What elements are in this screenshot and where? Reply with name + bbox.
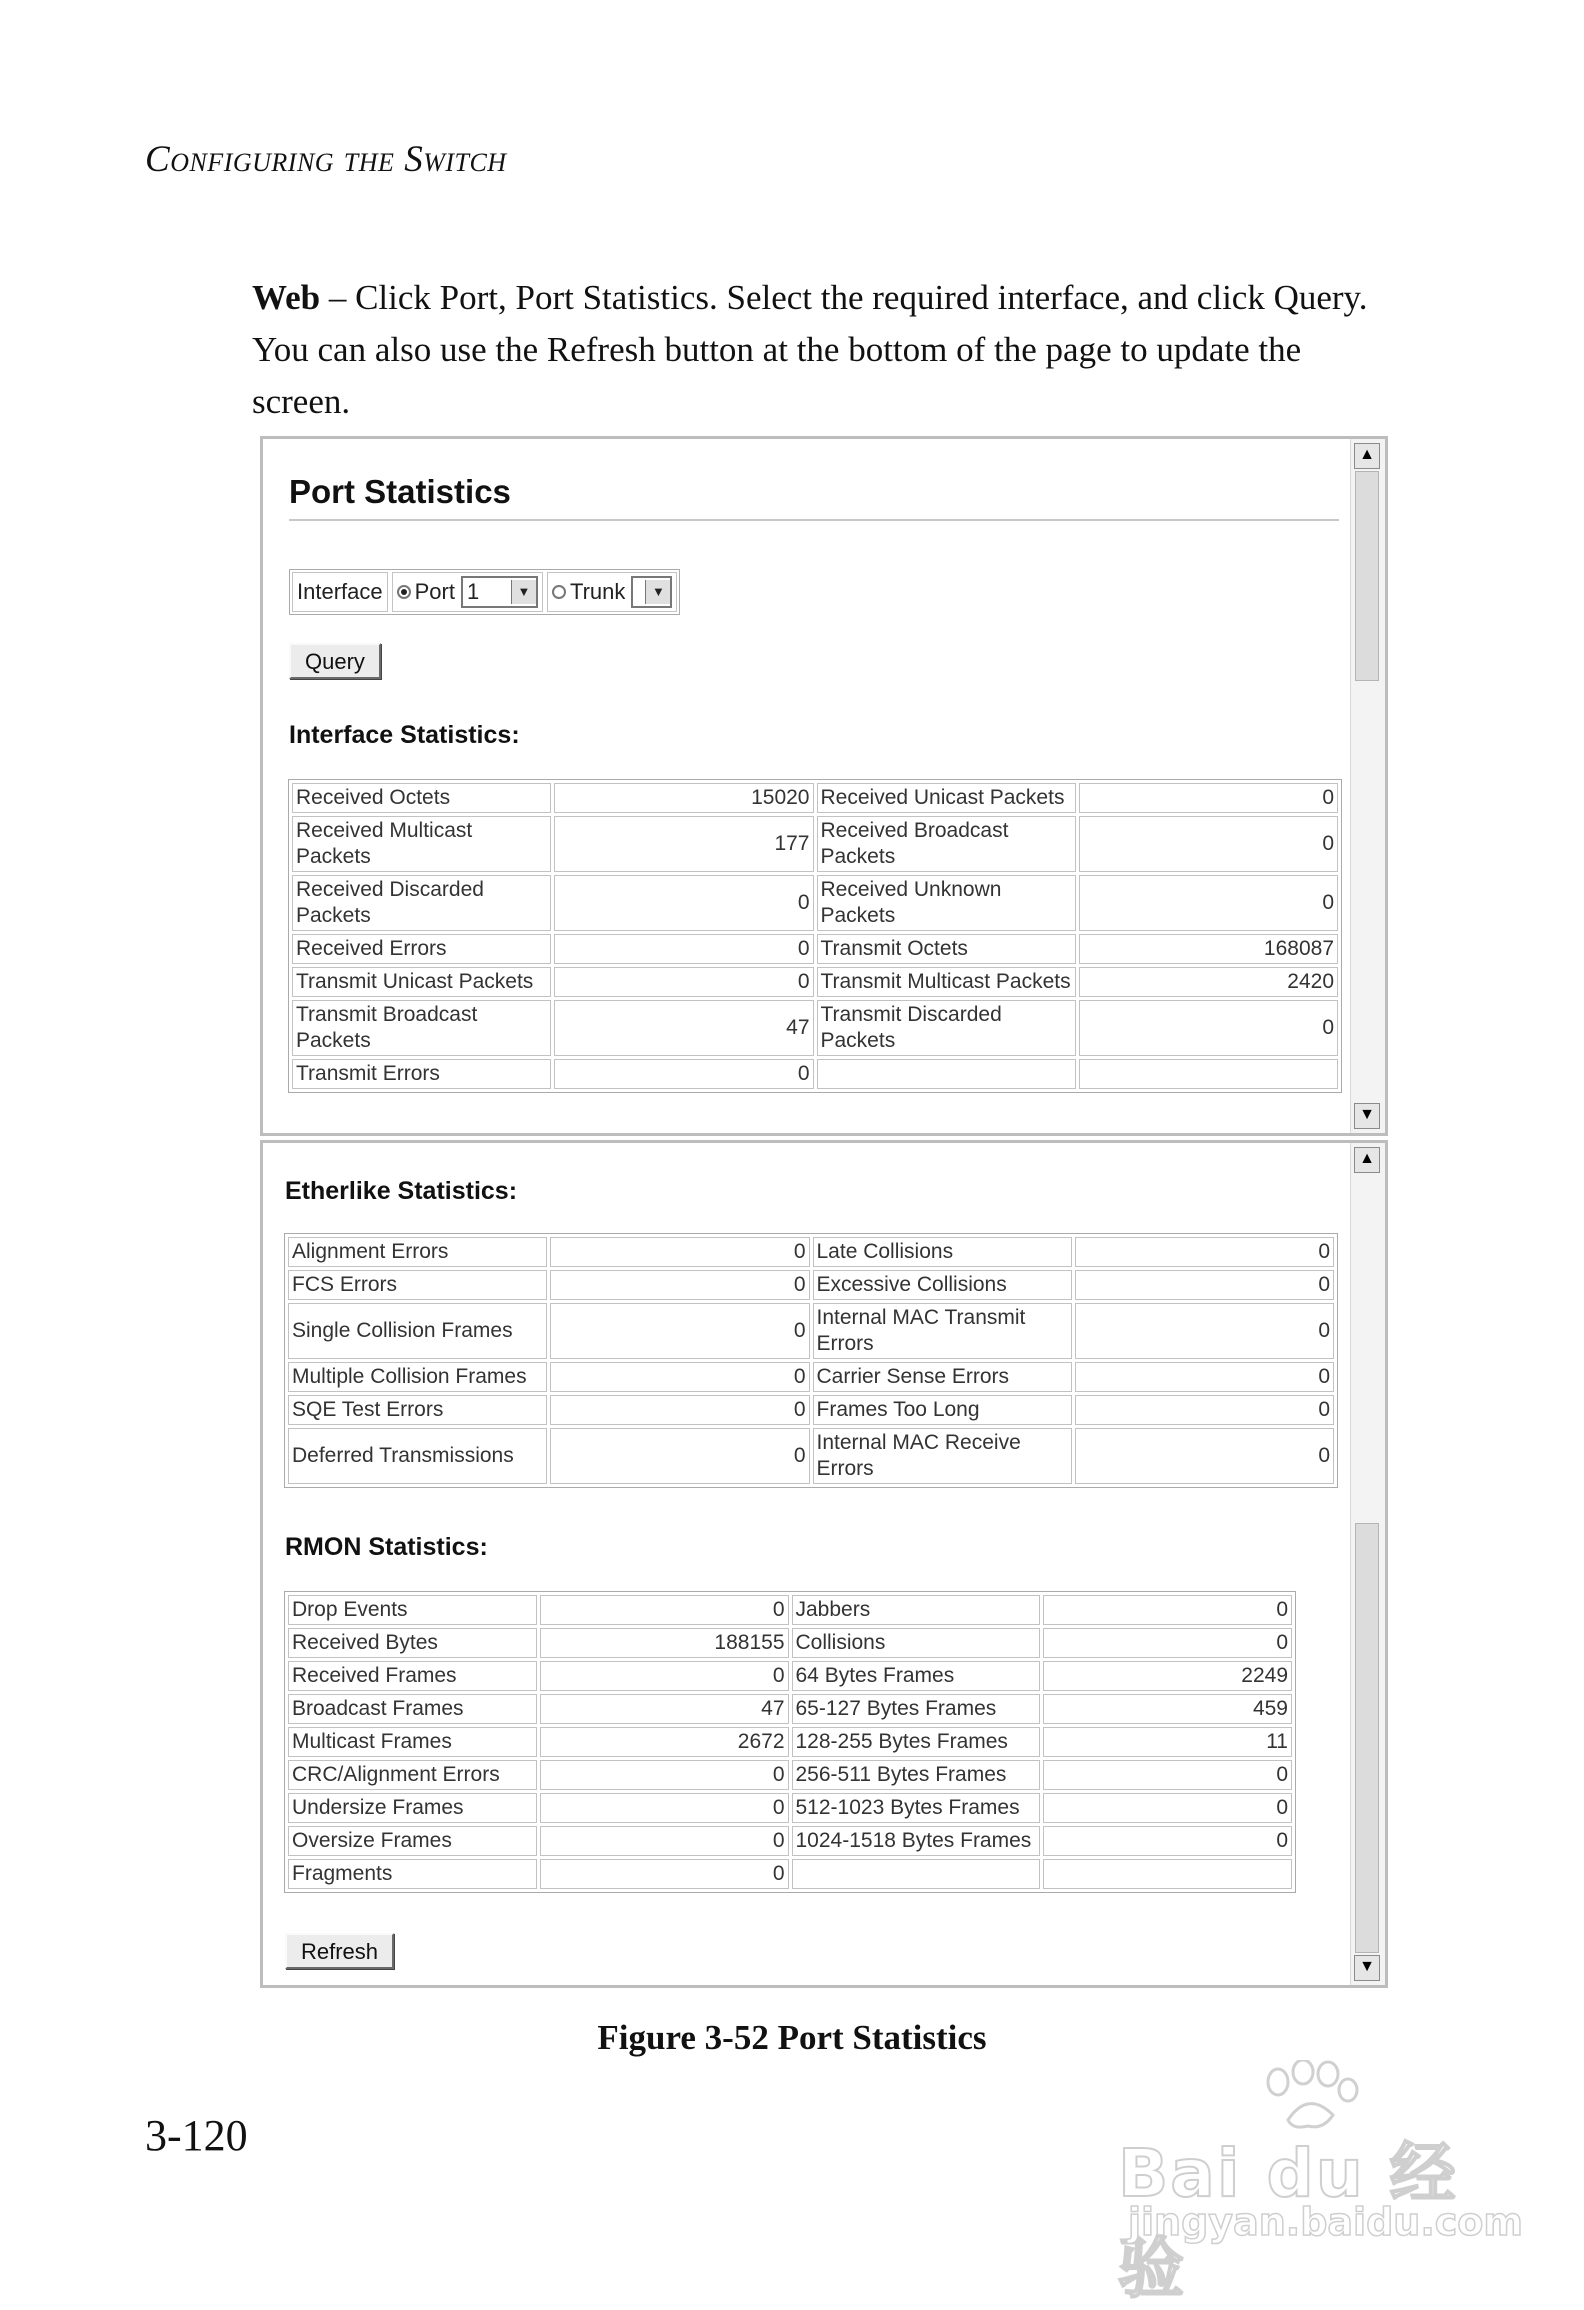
stat-label: 64 Bytes Frames: [792, 1661, 1041, 1691]
stat-value: 47: [554, 1000, 813, 1056]
stat-value: 0: [550, 1428, 809, 1484]
scroll-up-icon[interactable]: ▲: [1354, 443, 1380, 469]
table-row: [292, 967, 1338, 997]
stat-value: [1043, 1859, 1292, 1889]
stat-label: Received Multicast Packets: [292, 816, 551, 872]
stat-label: Received Unicast Packets: [817, 783, 1076, 813]
stat-label: Transmit Octets: [817, 934, 1076, 964]
rmon-statistics-table: [284, 1591, 1296, 1893]
stat-value: 0: [1075, 1428, 1334, 1484]
trunk-select[interactable]: [631, 576, 672, 608]
table-row: [288, 1362, 1334, 1392]
stat-value: 2249: [1043, 1661, 1292, 1691]
screenshot-panel-top: [260, 436, 1388, 1136]
stat-value: 0: [1043, 1760, 1292, 1790]
stat-label: 256-511 Bytes Frames: [792, 1760, 1041, 1790]
refresh-button[interactable]: Refresh: [285, 1933, 394, 1969]
trunk-label: Trunk: [569, 579, 626, 604]
stat-value: 2420: [1079, 967, 1338, 997]
stat-label: 1024-1518 Bytes Frames: [792, 1826, 1041, 1856]
stat-value: 0: [554, 934, 813, 964]
stat-label: Deferred Transmissions: [288, 1428, 547, 1484]
stat-label: Internal MAC Transmit Errors: [813, 1303, 1072, 1359]
stat-label: FCS Errors: [288, 1270, 547, 1300]
screenshot-panel-bottom: [260, 1140, 1388, 1988]
trunk-radio[interactable]: [552, 585, 566, 599]
stat-label: Received Unknown Packets: [817, 875, 1076, 931]
stat-value: 0: [1079, 875, 1338, 931]
scroll-thumb[interactable]: [1355, 1523, 1379, 1953]
table-row: [292, 1000, 1338, 1056]
stat-value: 0: [550, 1395, 809, 1425]
interface-statistics-heading: Interface Statistics:: [289, 721, 520, 749]
stat-label: 65-127 Bytes Frames: [792, 1694, 1041, 1724]
stat-value: 0: [540, 1595, 789, 1625]
stat-value: 0: [1079, 783, 1338, 813]
port-label: Port: [414, 579, 455, 604]
stat-value: 0: [540, 1826, 789, 1856]
stat-label: CRC/Alignment Errors: [288, 1760, 537, 1790]
stat-label: Transmit Errors: [292, 1059, 551, 1089]
intro-paragraph: [252, 272, 1382, 428]
trunk-option[interactable]: [547, 572, 677, 612]
stat-label: Multiple Collision Frames: [288, 1362, 547, 1392]
port-select[interactable]: [461, 576, 538, 608]
page-title: Port Statistics: [289, 473, 511, 510]
stat-value: 0: [1075, 1362, 1334, 1392]
stat-label: Fragments: [288, 1859, 537, 1889]
stat-value: 188155: [540, 1628, 789, 1658]
baidu-watermark: [1118, 2060, 1523, 2307]
vertical-scrollbar[interactable]: [1350, 1143, 1385, 1985]
rmon-statistics-heading: RMON Statistics:: [285, 1533, 488, 1561]
intro-text: – Click Port, Port Statistics. Select the required interface, and click Query. You can also use the Refresh button at the bottom of the page to update the screen.: [252, 278, 1368, 421]
table-row: [288, 1727, 1292, 1757]
table-row: [288, 1303, 1334, 1359]
interface-selector: [289, 569, 680, 615]
table-row: [292, 875, 1338, 931]
title-divider: [289, 519, 1339, 521]
stat-label: 128-255 Bytes Frames: [792, 1727, 1041, 1757]
scroll-down-icon[interactable]: ▼: [1354, 1103, 1380, 1129]
stat-value: 0: [1075, 1237, 1334, 1267]
table-row: [288, 1859, 1292, 1889]
chevron-down-icon: ▼: [511, 580, 536, 604]
stat-value: 168087: [1079, 934, 1338, 964]
stat-value: 0: [550, 1303, 809, 1359]
stat-label: Excessive Collisions: [813, 1270, 1072, 1300]
etherlike-statistics-table: [284, 1233, 1338, 1488]
table-row: [288, 1237, 1334, 1267]
stat-label: Transmit Unicast Packets: [292, 967, 551, 997]
stat-value: 15020: [554, 783, 813, 813]
stat-label: Single Collision Frames: [288, 1303, 547, 1359]
table-row: [288, 1628, 1292, 1658]
stat-label: Collisions: [792, 1628, 1041, 1658]
stat-value: 0: [1079, 816, 1338, 872]
page-number: 3-120: [145, 2111, 248, 2160]
table-row: [288, 1661, 1292, 1691]
table-row: [288, 1793, 1292, 1823]
table-row: [288, 1595, 1292, 1625]
stat-label: Jabbers: [792, 1595, 1041, 1625]
table-row: [288, 1694, 1292, 1724]
table-row: [288, 1760, 1292, 1790]
stat-label: Alignment Errors: [288, 1237, 547, 1267]
stat-value: 0: [1075, 1395, 1334, 1425]
scroll-up-icon[interactable]: ▲: [1354, 1147, 1380, 1173]
table-row: [292, 934, 1338, 964]
stat-value: 177: [554, 816, 813, 872]
interface-label: Interface: [292, 572, 388, 612]
watermark-main: Bai du 经验: [1118, 2135, 1458, 2307]
intro-lead: Web: [252, 278, 321, 317]
scroll-down-icon[interactable]: ▼: [1354, 1955, 1380, 1981]
stat-value: 0: [1043, 1826, 1292, 1856]
stat-label: Undersize Frames: [288, 1793, 537, 1823]
etherlike-statistics-heading: Etherlike Statistics:: [285, 1177, 518, 1205]
stat-label: Transmit Discarded Packets: [817, 1000, 1076, 1056]
stat-value: 0: [1079, 1000, 1338, 1056]
stat-label: Received Errors: [292, 934, 551, 964]
stat-value: 459: [1043, 1694, 1292, 1724]
stat-label: Received Discarded Packets: [292, 875, 551, 931]
stat-value: 2672: [540, 1727, 789, 1757]
stat-label: 512-1023 Bytes Frames: [792, 1793, 1041, 1823]
figure-caption: Figure 3-52 Port Statistics: [597, 2018, 987, 2057]
port-option[interactable]: [392, 572, 543, 612]
stat-value: 0: [554, 1059, 813, 1089]
scroll-thumb[interactable]: [1355, 471, 1379, 681]
stat-value: 0: [554, 875, 813, 931]
stat-label: [817, 1059, 1076, 1089]
stat-value: 0: [554, 967, 813, 997]
port-radio[interactable]: [397, 585, 411, 599]
table-row: [288, 1270, 1334, 1300]
stat-value: 0: [540, 1760, 789, 1790]
stat-label: Late Collisions: [813, 1237, 1072, 1267]
stat-label: [792, 1859, 1041, 1889]
stat-label: Carrier Sense Errors: [813, 1362, 1072, 1392]
stat-value: 0: [1043, 1793, 1292, 1823]
port-select-value: 1: [466, 579, 480, 604]
table-row: [288, 1826, 1292, 1856]
table-row: [292, 783, 1338, 813]
stat-value: 0: [550, 1270, 809, 1300]
stat-label: Internal MAC Receive Errors: [813, 1428, 1072, 1484]
interface-statistics-table: [288, 779, 1342, 1093]
table-row: [292, 1059, 1338, 1089]
stat-label: SQE Test Errors: [288, 1395, 547, 1425]
running-head: Configuring the Switch: [145, 139, 507, 180]
stat-label: Received Broadcast Packets: [817, 816, 1076, 872]
stat-label: Transmit Broadcast Packets: [292, 1000, 551, 1056]
stat-label: Received Bytes: [288, 1628, 537, 1658]
query-button[interactable]: Query: [289, 643, 381, 679]
stat-value: 47: [540, 1694, 789, 1724]
stat-value: 0: [1043, 1628, 1292, 1658]
stat-label: Multicast Frames: [288, 1727, 537, 1757]
stat-value: 0: [1075, 1270, 1334, 1300]
table-row: [288, 1428, 1334, 1484]
stat-value: 0: [540, 1793, 789, 1823]
stat-value: 0: [550, 1237, 809, 1267]
vertical-scrollbar[interactable]: [1350, 439, 1385, 1133]
stat-label: Oversize Frames: [288, 1826, 537, 1856]
watermark-url: jingyan.baidu.com: [1128, 2200, 1523, 2244]
table-row: [292, 816, 1338, 872]
stat-value: 11: [1043, 1727, 1292, 1757]
stat-label: Transmit Multicast Packets: [817, 967, 1076, 997]
stat-label: Drop Events: [288, 1595, 537, 1625]
stat-value: 0: [540, 1859, 789, 1889]
chevron-down-icon: ▼: [645, 580, 670, 604]
stat-label: Received Frames: [288, 1661, 537, 1691]
table-row: [288, 1395, 1334, 1425]
stat-value: 0: [550, 1362, 809, 1392]
stat-value: 0: [540, 1661, 789, 1691]
stat-value: 0: [1043, 1595, 1292, 1625]
stat-value: [1079, 1059, 1338, 1089]
stat-label: Received Octets: [292, 783, 551, 813]
stat-label: Broadcast Frames: [288, 1694, 537, 1724]
stat-value: 0: [1075, 1303, 1334, 1359]
stat-label: Frames Too Long: [813, 1395, 1072, 1425]
